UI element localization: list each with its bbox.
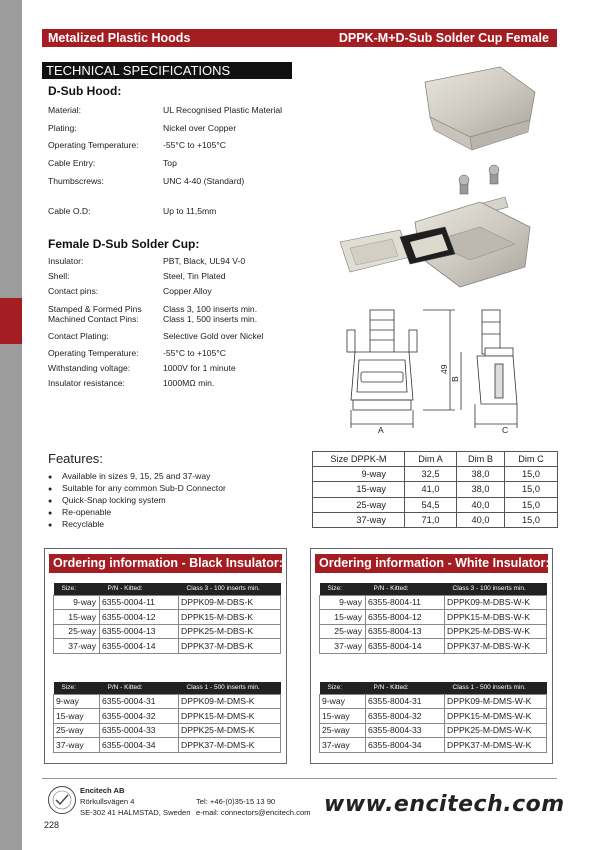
table-cell: DPPK15-M-DBS-K (179, 610, 281, 625)
table-cell: 37-way (54, 738, 100, 753)
table-cell: 9-way (54, 595, 100, 610)
ordering-black-class1-table (53, 682, 281, 753)
spec-label: Cable Entry: (48, 158, 96, 168)
table-row (54, 723, 281, 738)
table-cell: 15-way (320, 610, 366, 625)
table-row (320, 610, 547, 625)
spec-value: Copper Alloy (163, 286, 212, 296)
table-cell: 25-way (313, 497, 405, 512)
table-header-row (320, 583, 547, 595)
product-exploded-image (330, 62, 560, 292)
spec-label: Machined Contact Pins: (48, 314, 139, 324)
table-cell: DPPK25-M-DMS-W-K (445, 723, 547, 738)
column-header: Dim B (457, 452, 505, 467)
table-row (320, 723, 547, 738)
table-cell: 9-way (320, 694, 366, 709)
table-cell: 15,0 (505, 482, 558, 497)
company-name: Encitech AB (80, 786, 125, 795)
table-header-row (54, 583, 281, 595)
feature-text: Suitable for any common Sub-D Connector (62, 483, 226, 494)
table-cell: 15,0 (505, 512, 558, 527)
ordering-white-box (310, 548, 553, 764)
table-row (313, 512, 558, 527)
spec-value: Class 1, 500 inserts min. (163, 314, 258, 324)
spec-label: Withstanding voltage: (48, 363, 131, 373)
spec-label: Material: (48, 105, 81, 115)
spec-value: Selective Gold over Nickel (163, 331, 264, 341)
table-cell: 15-way (320, 709, 366, 724)
table-cell: 40,0 (457, 512, 505, 527)
table-row (320, 709, 547, 724)
table-cell: 15-way (54, 709, 100, 724)
spec-label: Plating: (48, 123, 77, 133)
table-cell: 25-way (54, 723, 100, 738)
list-item (48, 482, 226, 494)
spec-label: Shell: (48, 271, 70, 281)
ordering-white-title: Ordering information - White Insulator: (315, 554, 548, 573)
ordering-black-box (44, 548, 287, 764)
column-header: P/N - Kitted: (100, 682, 179, 694)
hood-title: D-Sub Hood: (48, 84, 122, 98)
column-header: Class 1 - 500 inserts min. (179, 682, 281, 694)
spec-label: Contact Plating: (48, 331, 109, 341)
table-cell: 6355-0004-14 (100, 639, 179, 654)
spec-label: Operating Temperature: (48, 348, 139, 358)
list-item (48, 518, 226, 530)
bullet-icon: ● (48, 474, 53, 481)
table-row (313, 467, 558, 482)
table-cell: DPPK25-M-DMS-K (179, 723, 281, 738)
table-header-row (313, 452, 558, 467)
spec-label: Insulator resistance: (48, 378, 125, 388)
company-address-1: Rörkullsvägen 4 (80, 797, 135, 806)
certification-seal-icon (47, 785, 77, 815)
table-row (54, 694, 281, 709)
page-sidebar-marker (0, 298, 22, 344)
ordering-white-class3-table (319, 583, 547, 654)
table-cell: 6355-8004-13 (366, 624, 445, 639)
features-title: Features: (48, 451, 103, 466)
dim-label-49: 49 (439, 364, 449, 374)
page-number: 228 (44, 820, 60, 830)
table-cell: DPPK09-M-DBS-W-K (445, 595, 547, 610)
table-cell: 6355-0004-11 (100, 595, 179, 610)
table-cell: 9-way (313, 467, 405, 482)
spec-label: Contact pins: (48, 286, 99, 296)
column-header: Class 1 - 500 inserts min. (445, 682, 547, 694)
table-cell: 25-way (54, 624, 100, 639)
table-cell: 15-way (54, 610, 100, 625)
table-cell: 6355-0004-13 (100, 624, 179, 639)
table-row (313, 482, 558, 497)
table-cell: 25-way (320, 624, 366, 639)
list-item (48, 506, 226, 518)
table-row (320, 694, 547, 709)
spec-label: Cable O.D: (48, 206, 91, 216)
footer-divider (42, 778, 557, 779)
table-cell: 54,5 (405, 497, 457, 512)
table-cell: 6355-8004-34 (366, 738, 445, 753)
table-cell: 15-way (313, 482, 405, 497)
dim-label-b: B (450, 376, 460, 382)
table-cell: 40,0 (457, 497, 505, 512)
table-cell: DPPK25-M-DBS-K (179, 624, 281, 639)
table-row (320, 738, 547, 753)
spec-value: 1000V for 1 minute (163, 363, 236, 373)
dimension-table (312, 451, 558, 528)
table-cell: 6355-0004-33 (100, 723, 179, 738)
table-cell: DPPK09-M-DMS-K (179, 694, 281, 709)
column-header: Dim A (405, 452, 457, 467)
header-bar (42, 29, 557, 47)
spec-value: UL Recognised Plastic Material (163, 105, 283, 115)
header-category: Metalized Plastic Hoods (48, 31, 191, 45)
table-cell: DPPK09-M-DBS-K (179, 595, 281, 610)
feature-text: Quick-Snap locking system (62, 495, 166, 506)
table-cell: DPPK15-M-DMS-W-K (445, 709, 547, 724)
table-cell: DPPK15-M-DBS-W-K (445, 610, 547, 625)
table-cell: DPPK37-M-DMS-K (179, 738, 281, 753)
table-row (320, 595, 547, 610)
table-cell: DPPK09-M-DMS-W-K (445, 694, 547, 709)
dim-label-c: C (502, 425, 509, 435)
spec-value: Nickel over Copper (163, 123, 237, 133)
spec-value: -55°C to +105°C (163, 348, 227, 358)
table-cell: 15,0 (505, 467, 558, 482)
column-header: Size: (54, 583, 100, 595)
table-cell: 6355-8004-33 (366, 723, 445, 738)
feature-text: Recyclable (62, 519, 105, 530)
table-cell: 37-way (320, 639, 366, 654)
bullet-icon: ● (48, 486, 53, 494)
table-cell: 9-way (54, 694, 100, 709)
table-cell: 6355-8004-32 (366, 709, 445, 724)
list-item (48, 470, 226, 482)
column-header: P/N - Kitted: (366, 583, 445, 595)
cup-title: Female D-Sub Solder Cup: (48, 237, 200, 251)
table-cell: 6355-0004-12 (100, 610, 179, 625)
table-cell: 37-way (54, 639, 100, 654)
column-header: Size: (54, 682, 100, 694)
table-cell: 37-way (313, 512, 405, 527)
header-product: DPPK-M+D-Sub Solder Cup Female (338, 31, 549, 45)
table-row (54, 624, 281, 639)
features-list (48, 470, 226, 530)
table-cell: 15,0 (505, 497, 558, 512)
table-cell: 6355-0004-32 (100, 709, 179, 724)
dimension-drawing (335, 300, 560, 440)
feature-text: Re-openable (62, 507, 112, 518)
ordering-black-title: Ordering information - Black Insulator: (49, 554, 282, 573)
spec-label: Thumbscrews: (48, 176, 104, 186)
spec-value: Up to 11,5mm (163, 206, 217, 216)
table-cell: 6355-8004-31 (366, 694, 445, 709)
list-item (48, 494, 226, 506)
bullet-icon: ● (48, 510, 53, 518)
table-row (54, 738, 281, 753)
ordering-white-class1-table (319, 682, 547, 753)
table-cell: DPPK15-M-DMS-K (179, 709, 281, 724)
contact-email[interactable]: e-mail: connectors@encitech.com (196, 808, 311, 817)
footer-contact (196, 796, 311, 818)
table-cell: 6355-0004-31 (100, 694, 179, 709)
table-cell: 6355-8004-11 (366, 595, 445, 610)
column-header: P/N - Kitted: (100, 583, 179, 595)
table-cell: 9-way (320, 595, 366, 610)
column-header: Size DPPK-M (313, 452, 405, 467)
spec-value: PBT, Black, UL94 V-0 (163, 256, 246, 266)
column-header: Size: (320, 583, 366, 595)
column-header: Class 3 - 100 inserts min. (179, 583, 281, 595)
page-sidebar (0, 0, 22, 850)
website-link[interactable]: www.encitech.com (324, 792, 565, 817)
spec-value: UNC 4-40 (Standard) (163, 176, 245, 186)
dim-label-a: A (378, 425, 384, 435)
table-cell: DPPK37-M-DMS-W-K (445, 738, 547, 753)
table-row (54, 639, 281, 654)
table-row (320, 639, 547, 654)
table-row (54, 595, 281, 610)
column-header: Size: (320, 682, 366, 694)
table-cell: DPPK25-M-DBS-W-K (445, 624, 547, 639)
feature-text: Available in sizes 9, 15, 25 and 37-way (62, 471, 211, 481)
spec-label: Stamped & Formed Pins (48, 304, 142, 314)
table-header-row (320, 682, 547, 694)
table-cell: 25-way (320, 723, 366, 738)
bullet-icon: ● (48, 498, 53, 506)
table-cell: 41,0 (405, 482, 457, 497)
contact-phone: Tel: +46-(0)35-15 13 90 (196, 797, 276, 806)
table-header-row (54, 682, 281, 694)
ordering-black-class3-table (53, 583, 281, 654)
table-cell: 6355-0004-34 (100, 738, 179, 753)
tech-spec-heading: TECHNICAL SPECIFICATIONS (42, 62, 292, 79)
table-cell: 38,0 (457, 467, 505, 482)
table-row (313, 497, 558, 512)
spec-value: Top (163, 158, 177, 168)
table-cell: 6355-8004-12 (366, 610, 445, 625)
bullet-icon: ● (48, 522, 53, 530)
footer-company (80, 785, 190, 818)
table-cell: DPPK37-M-DBS-K (179, 639, 281, 654)
spec-value: 1000MΩ min. (163, 378, 215, 388)
spec-label: Operating Temperature: (48, 140, 139, 150)
spec-value: -55°C to +105°C (163, 140, 227, 150)
table-row (320, 624, 547, 639)
table-cell: 6355-8004-14 (366, 639, 445, 654)
column-header: P/N - Kitted: (366, 682, 445, 694)
table-cell: DPPK37-M-DBS-W-K (445, 639, 547, 654)
spec-value: Class 3, 100 inserts min. (163, 304, 258, 314)
table-cell: 38,0 (457, 482, 505, 497)
company-address-2: SE-302 41 HALMSTAD, Sweden (80, 808, 191, 817)
table-row (54, 709, 281, 724)
spec-value: Steel, Tin Plated (163, 271, 226, 281)
table-cell: 37-way (320, 738, 366, 753)
column-header: Dim C (505, 452, 558, 467)
table-cell: 32,5 (405, 467, 457, 482)
spec-label: Insulator: (48, 256, 84, 266)
table-row (54, 610, 281, 625)
column-header: Class 3 - 100 inserts min. (445, 583, 547, 595)
table-cell: 71,0 (405, 512, 457, 527)
